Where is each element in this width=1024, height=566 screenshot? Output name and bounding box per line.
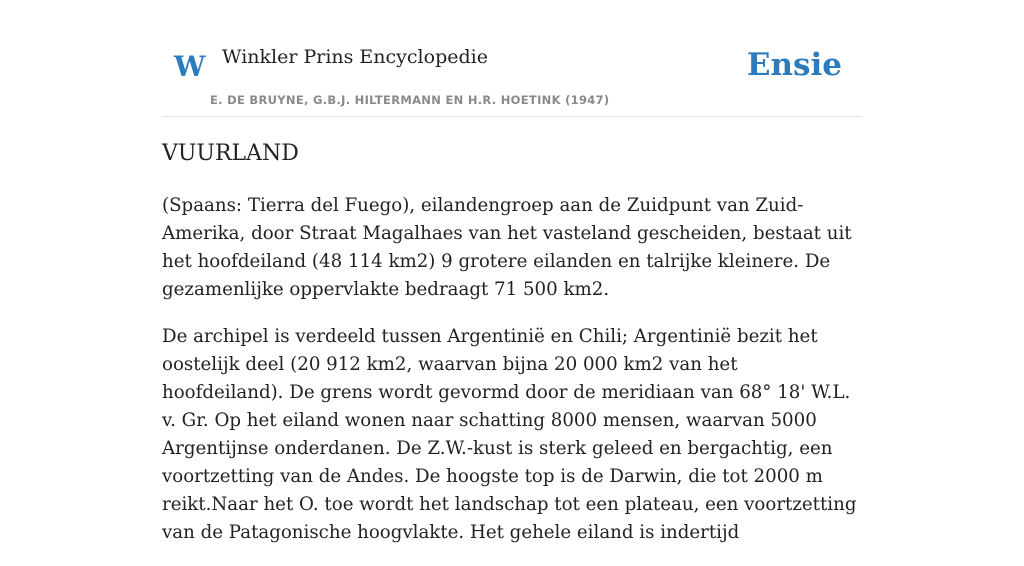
- encyclopedia-logo[interactable]: W: [174, 50, 206, 83]
- ensie-logo[interactable]: Ensie: [746, 47, 842, 83]
- article-paragraph-2: De archipel is verdeeld tussen Argentinië en Chili; Argentinië bezit het oostelijk deel (20 912 km2, waarvan bijna 20 000 km2 van het hoofdeiland). De grens wordt gevormd door de meridiaan van 68° 18' W.L. v. Gr. Op het eiland wonen naar schatting 8000 mensen, waarvan 5000 Argentijnse onderdanen. De Z.W.-kust is sterk geleed en bergachtig, een voortzetting van de Andes. De hoogste top is de Darwin, die tot 2000 m reikt.Naar het O. toe wordt het landschap tot een plateau, een voortzetting van de Patagonische hoogvlakte. Het gehele eiland is indertijd: [162, 326, 857, 543]
- site-header: [162, 0, 862, 117]
- encyclopedia-authors: E. DE BRUYNE, G.B.J. HILTERMANN EN H.R. HOETINK (1947): [210, 93, 610, 107]
- encyclopedia-title[interactable]: Winkler Prins Encyclopedie: [222, 46, 488, 68]
- article-title: VUURLAND: [162, 141, 299, 166]
- article-body: [162, 192, 862, 566]
- article-paragraph-1: (Spaans: Tierra del Fuego), eilandengroep aan de Zuidpunt van Zuid-Amerika, door Straat Magalhaes van het vasteland gescheiden, bestaat uit het hoofdeiland (48 114 km2) 9 grotere eilanden en talrijke kleinere. De gezamenlijke oppervlakte bedraagt 71 500 km2.: [162, 195, 852, 300]
